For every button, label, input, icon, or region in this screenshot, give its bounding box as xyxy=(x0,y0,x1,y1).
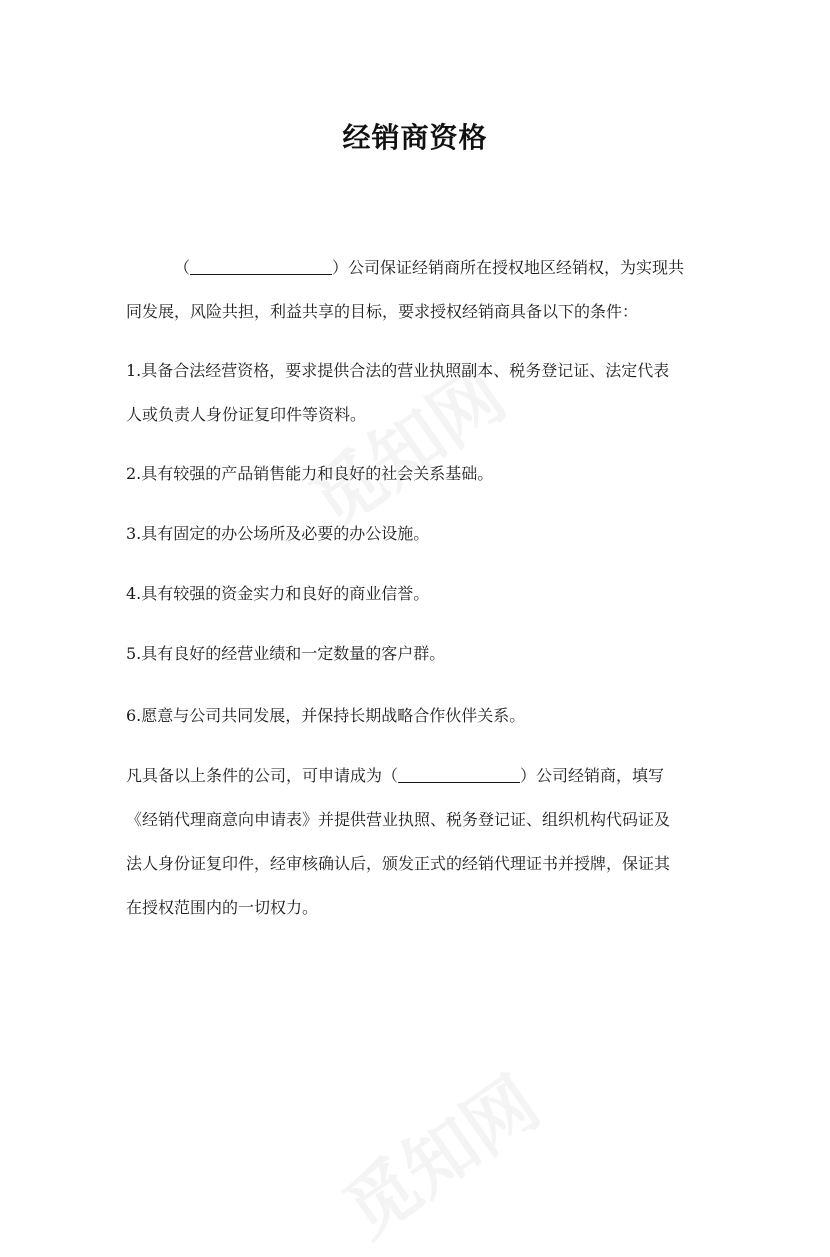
condition-3: 3.具有固定的办公场所及必要的办公设施。 xyxy=(126,524,430,543)
company-name-blank[interactable] xyxy=(398,764,520,783)
closing-line-3: 法人身份证复印件，经审核确认后，颁发正式的经销代理证书并授牌，保证其 xyxy=(126,854,671,873)
intro-line-1 xyxy=(174,256,684,280)
company-name-blank[interactable] xyxy=(190,256,332,275)
closing-line-1-before: 凡具备以上条件的公司，可申请成为（ xyxy=(126,766,399,785)
watermark xyxy=(320,1047,557,1256)
closing-line-4: 在授权范围内的一切权力。 xyxy=(126,898,319,917)
closing-line-1-after: ）公司经销商，填写 xyxy=(520,766,665,785)
condition-4: 4.具有较强的资金实力和良好的商业信誉。 xyxy=(126,584,430,603)
page-title: 经销商资格 xyxy=(342,121,488,154)
intro-line-2: 同发展，风险共担，利益共享的目标，要求授权经销商具备以下的条件： xyxy=(126,302,639,321)
condition-1-line-1: 1.具备合法经营资格，要求提供合法的营业执照副本、税务登记证、法定代表 xyxy=(126,361,670,380)
closing-line-2: 《经销代理商意向申请表》并提供营业执照、税务登记证、组织机构代码证及 xyxy=(126,810,671,829)
closing-line-1 xyxy=(126,764,664,788)
condition-1-line-2: 人或负责人身份证复印件等资料。 xyxy=(126,405,367,424)
condition-6: 6.愿意与公司共同发展，并保持长期战略合作伙伴关系。 xyxy=(126,706,526,725)
intro-line-1-text: ）公司保证经销商所在授权地区经销权，为实现共 xyxy=(332,258,685,277)
condition-5: 5.具有良好的经营业绩和一定数量的客户群。 xyxy=(126,644,446,663)
condition-2: 2.具有较强的产品销售能力和良好的社会关系基础。 xyxy=(126,464,494,483)
intro-open-paren: （ xyxy=(174,258,191,277)
